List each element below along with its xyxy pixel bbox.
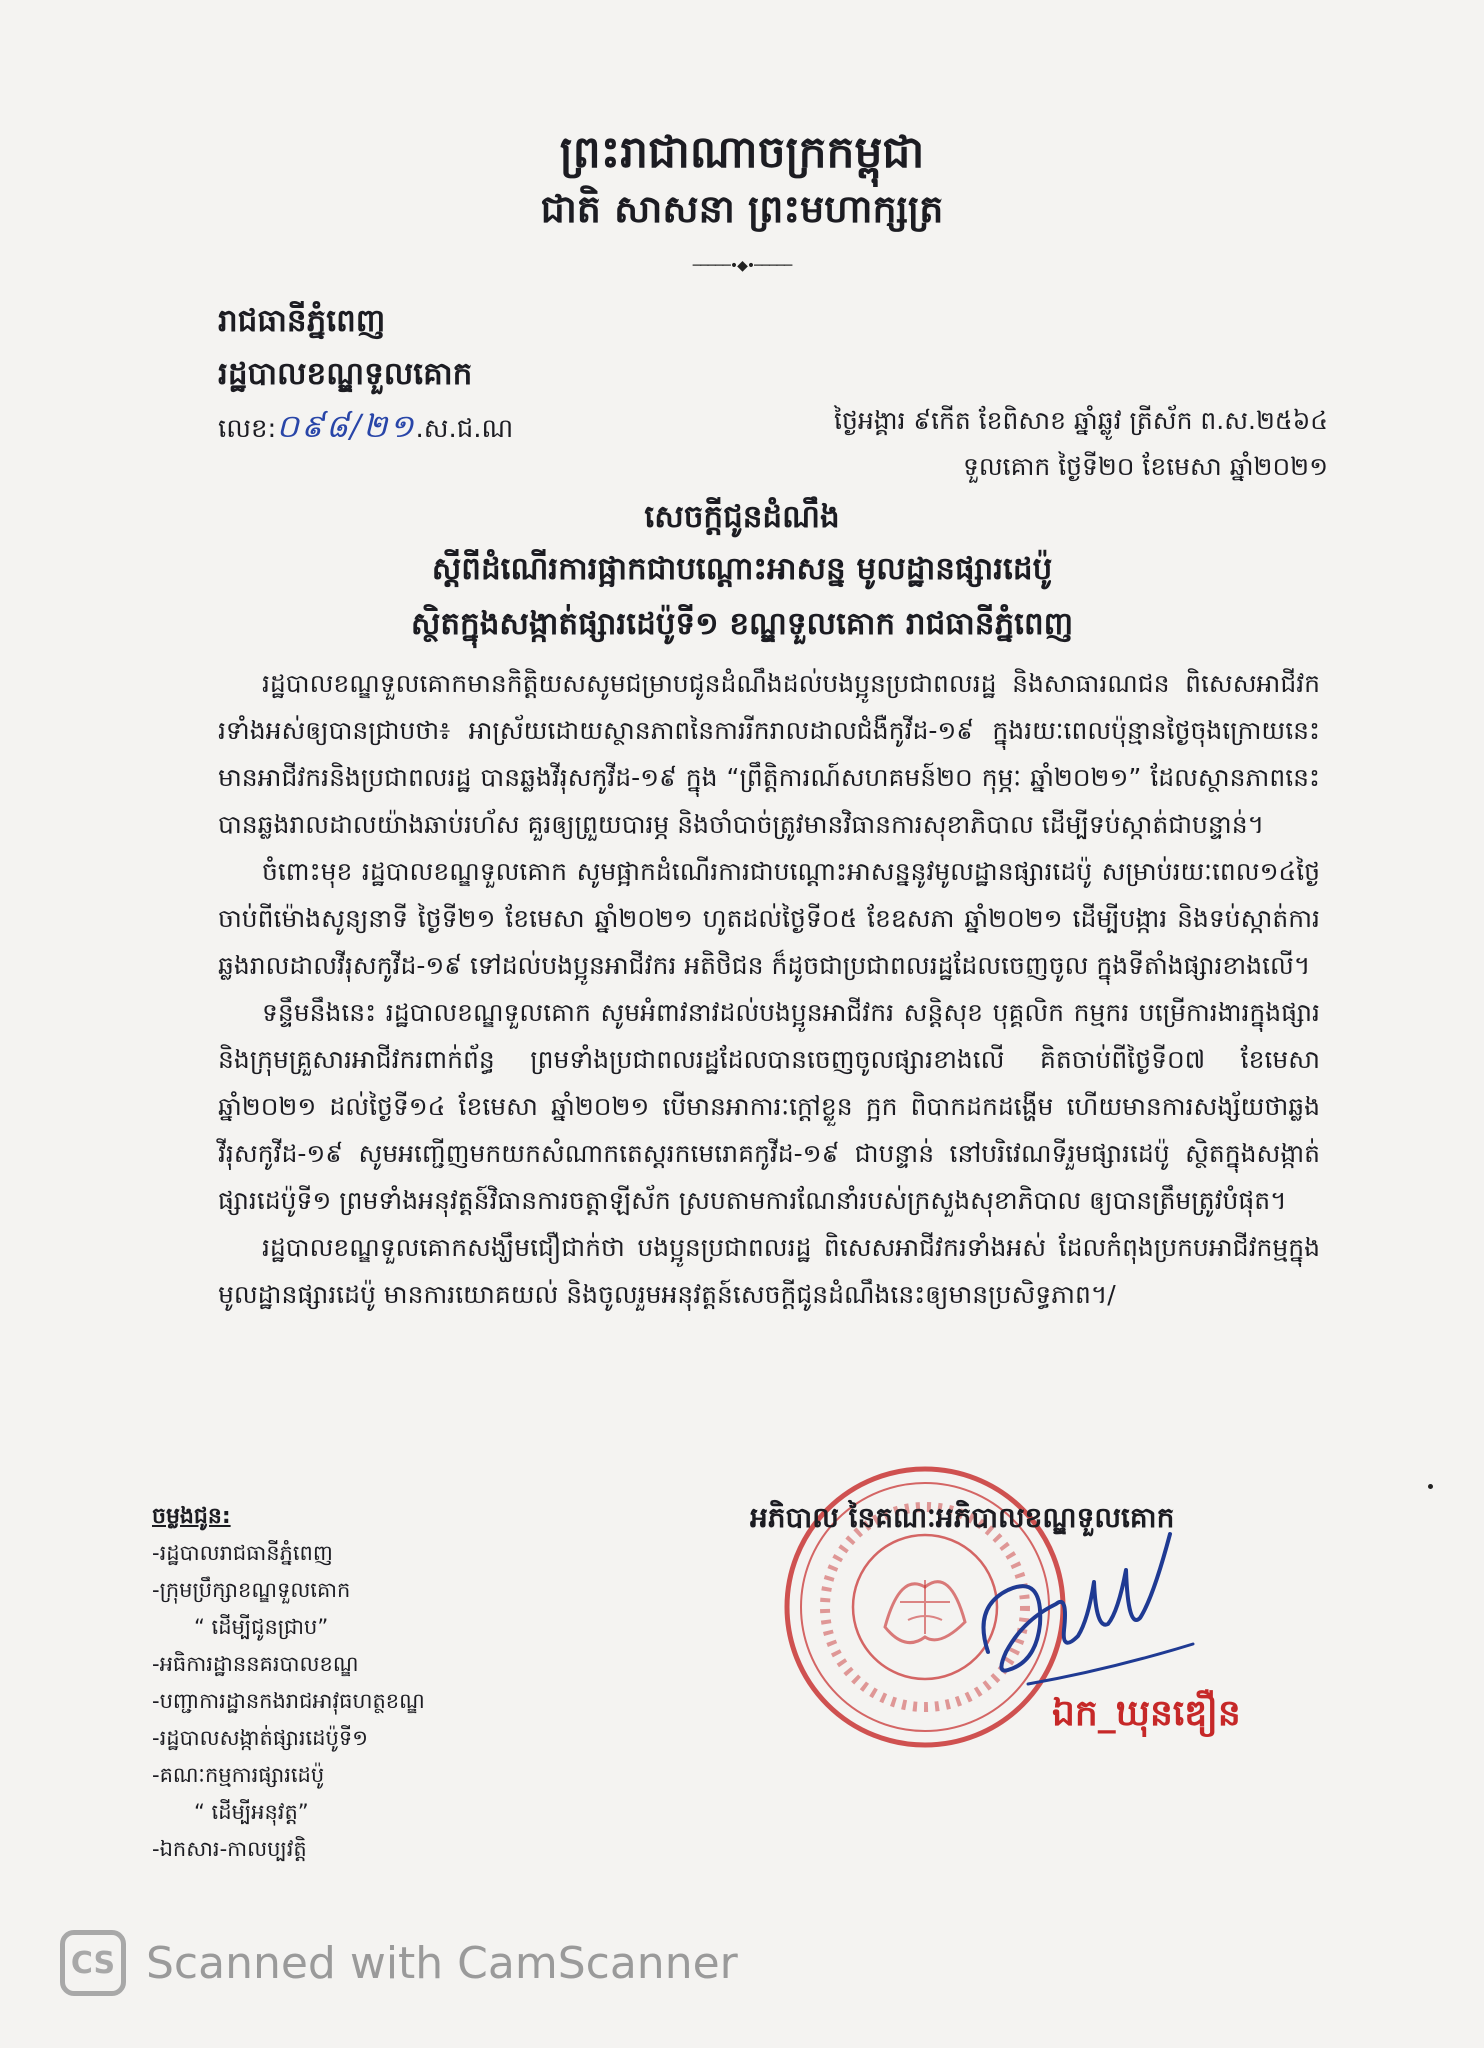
copy-to-item: -រដ្ឋបាលរាជធានីភ្នំពេញ	[152, 1541, 333, 1565]
copy-to-purpose: “ ដើម្បីអនុវត្ត”	[194, 1800, 309, 1824]
kingdom-heading: ព្រះរាជាណាចក្រកម្ពុជា	[559, 127, 925, 178]
copy-to-item: -អធិការដ្ឋាននគរបាលខណ្ឌ	[152, 1652, 359, 1676]
copy-to-purpose: “ ដើម្បីជូនជ្រាប”	[194, 1615, 329, 1639]
body-paragraph-4: រដ្ឋបាលខណ្ឌទួលគោកសង្ឃឹមជឿជាក់ថា បងប្អូនប្រជាពលរដ្ឋ ពិសេសអាជីវករទាំងអស់ ដែលកំពុងប្រកបអាជីវកម្មក្នុងមូលដ្ឋានផ្សារដេប៉ូ មានការយោគយល់ និងចូលរួមអនុវត្តន៍សេចក្តីជូនដំណឹងនេះឲ្យមានប្រសិទ្ធភាព។/	[218, 1233, 1320, 1309]
ornamental-divider: ─────•◆•─────	[692, 258, 792, 274]
body-paragraph-3: ទន្ទឹមនឹងនេះ រដ្ឋបាលខណ្ឌទួលគោក សូមអំពាវនាវដល់បងប្អូនអាជីវករ សន្តិសុខ បុគ្គលិក កម្មករ បម្រើការងារក្នុងផ្សារ និងក្រុមគ្រួសារអាជីវករពាក់ព័ន្ធ ព្រមទាំងប្រជាពលរដ្ឋដែលបានចេញចូលផ្សារខាងលើ គិតចាប់ពីថ្ងៃទី០៧ ខែមេសា ឆ្នាំ២០២១ ដល់ថ្ងៃទី១៤ ខែមេសា ឆ្នាំ២០២១ បើមានអាការៈក្តៅខ្លួន ក្អក ពិបាកដកដង្ហើម ហើយមានការសង្ស័យថាឆ្លងវីរុសកូវីដ-១៩ សូមអញ្ជើញមកយកសំណាកតេស្តរកមេរោគកូវីដ-១៩ ជាបន្ទាន់ នៅបរិវេណទីរួមផ្សារដេប៉ូ ស្ថិតក្នុងសង្កាត់ផ្សារដេប៉ូទី១ ព្រមទាំងអនុវត្តន៍វិធានការចត្តាឡីស័ក ស្របតាមការណែនាំរបស់ក្រសួងសុខាភិបាល ឲ្យបានត្រឹមត្រូវបំផុត។	[218, 998, 1320, 1215]
copy-to-item: -ឯកសារ-កាលប្បវត្តិ	[152, 1837, 307, 1861]
notice-location: ស្ថិតក្នុងសង្កាត់ផ្សារដេប៉ូទី១ ខណ្ឌទួលគោក រាជធានីភ្នំពេញ	[410, 606, 1074, 642]
notice-subject: ស្តីពីដំណើរការផ្អាកជាបណ្តោះអាសន្ន មូលដ្ឋានផ្សារដេប៉ូ	[431, 551, 1053, 587]
watermark-text: Scanned with CamScanner	[146, 1937, 738, 1989]
issuer-capital: រាជធានីភ្នំពេញ	[218, 303, 386, 339]
lunar-date: ថ្ងៃអង្គារ ៩កើត ខែពិសាខ ឆ្នាំឆ្លូវ ត្រីស័ក ព.ស.២៥៦៤	[834, 406, 1328, 435]
national-motto: ជាតិ សាសនា ព្រះមហាក្សត្រ	[540, 187, 944, 231]
handwritten-signature	[968, 1512, 1208, 1697]
signatory-title: អភិបាល នៃគណៈអភិបាលខណ្ឌទួលគោក	[750, 1501, 1175, 1534]
issuer-district: រដ្ឋបាលខណ្ឌទួលគោក	[218, 356, 473, 392]
copy-to-item: -រដ្ឋបាលសង្កាត់ផ្សារដេប៉ូទី១	[152, 1726, 369, 1750]
copy-to-item: -ក្រុមប្រឹក្សាខណ្ឌទួលគោក	[152, 1578, 351, 1602]
solar-date: ទួលគោក ថ្ងៃទី២០ ខែមេសា ឆ្នាំ២០២១	[962, 452, 1328, 481]
reference-line	[218, 406, 513, 453]
reference-number: ០៩៨/២១	[276, 407, 416, 445]
notice-title: សេចក្តីជូនដំណឹង	[644, 499, 840, 535]
body-paragraph-1: រដ្ឋបាលខណ្ឌទួលគោកមានកិត្តិយសសូមជម្រាបជូនដំណឹងដល់បងប្អូនប្រជាពលរដ្ឋ និងសាធារណជន ពិសេសអាជីវករទាំងអស់ឲ្យបានជ្រាបថា៖ អាស្រ័យដោយស្ថានភាពនៃការរីករាលដាលជំងឺកូវីដ-១៩ ក្នុងរយៈពេលប៉ុន្មានថ្ងៃចុងក្រោយនេះ មានអាជីវករនិងប្រជាពលរដ្ឋ បានឆ្លងវីរុសកូវីដ-១៩ ក្នុង “ព្រឹត្តិការណ៍សហគមន៍២០ កុម្ភៈ ឆ្នាំ២០២១” ដែលស្ថានភាពនេះ បានឆ្លងរាលដាលយ៉ាងឆាប់រហ័ស គួរឲ្យព្រួយបារម្ភ និងចាំបាច់ត្រូវមានវិធានការសុខាភិបាល ដើម្បីទប់ស្កាត់ជាបន្ទាន់។	[218, 669, 1320, 839]
signatory-name: ឯក_ឃុនឌឿន	[1052, 1693, 1241, 1734]
copy-to-item: -គណៈកម្មការផ្សារដេប៉ូ	[152, 1763, 325, 1787]
camscanner-watermark	[60, 1930, 738, 1996]
copy-to-list	[152, 1498, 425, 1868]
reference-suffix: .ស.ជ.ណ	[415, 414, 514, 444]
camscanner-logo-icon: CS	[60, 1930, 126, 1996]
copy-to-title: ចម្លងជូន:	[152, 1504, 231, 1529]
body-paragraph-2: ចំពោះមុខ រដ្ឋបាលខណ្ឌទួលគោក សូមផ្អាកដំណើរការជាបណ្តោះអាសន្ននូវមូលដ្ឋានផ្សារដេប៉ូ សម្រាប់រយៈពេល១៤ថ្ងៃ ចាប់ពីម៉ោងសូន្យនាទី ថ្ងៃទី២១ ខែមេសា ឆ្នាំ២០២១ ហូតដល់ថ្ងៃទី០៥ ខែឧសភា ឆ្នាំ២០២១ ដើម្បីបង្ការ និងទប់ស្កាត់ការឆ្លងរាលដាលវីរុសកូវីដ-១៩ ទៅដល់បងប្អូនអាជីវករ អតិថិជន ក៏ដូចជាប្រជាពលរដ្ឋដែលចេញចូល ក្នុងទីតាំងផ្សារខាងលើ។	[218, 857, 1320, 980]
notice-body	[218, 660, 1320, 1318]
ink-speck	[1428, 1484, 1433, 1489]
copy-to-item: -បញ្ជាការដ្ឋានកងរាជអាវុធហត្ថខណ្ឌ	[152, 1689, 425, 1713]
reference-prefix: លេខ:	[218, 414, 277, 444]
